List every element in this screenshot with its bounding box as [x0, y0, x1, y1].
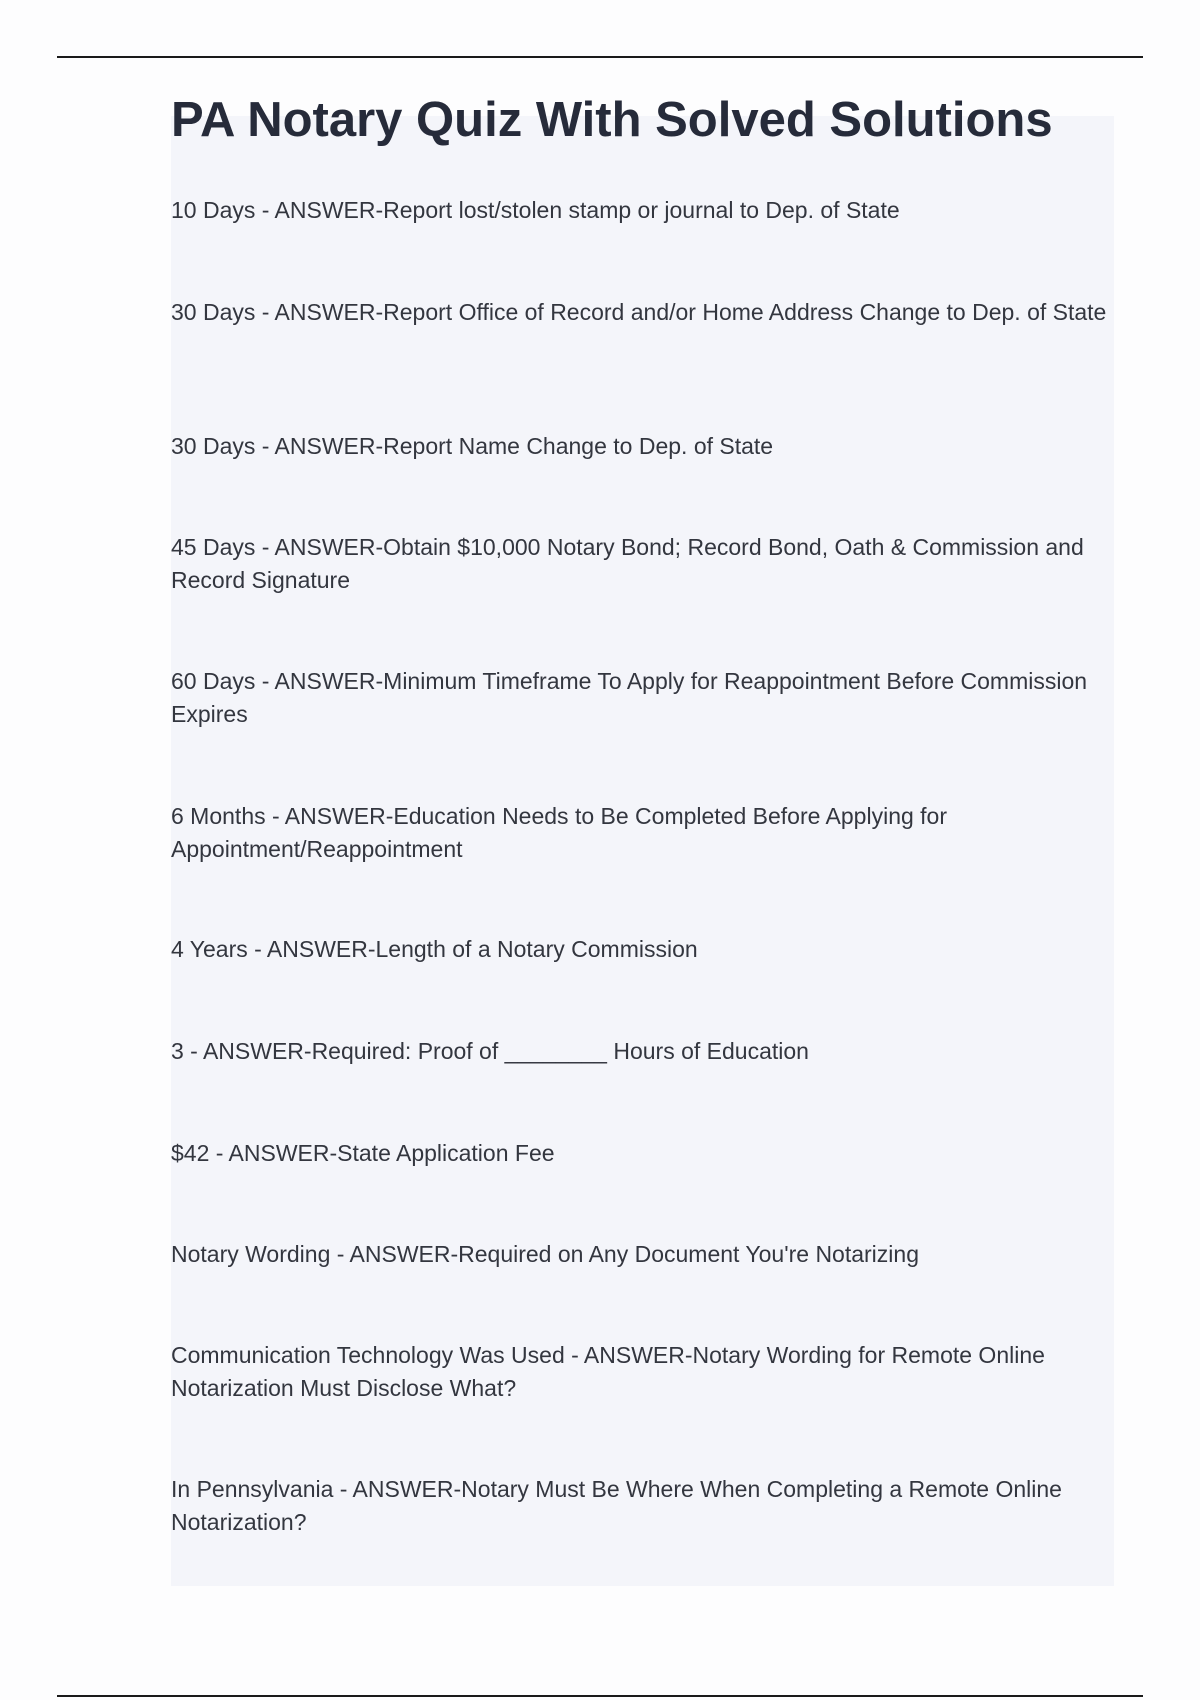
footer-rule [57, 1695, 1143, 1697]
qa-item: Communication Technology Was Used - ANSWER-Notary Wording for Remote Online Notarization Must Disclose What? [171, 1342, 1045, 1401]
qa-item: In Pennsylvania - ANSWER-Notary Must Be Where When Completing a Remote Online Notarization? [171, 1476, 1062, 1535]
qa-item: Notary Wording - ANSWER-Required on Any Document You're Notarizing [171, 1241, 919, 1267]
qa-item: $42 - ANSWER-State Application Fee [171, 1140, 555, 1166]
page-title: PA Notary Quiz With Solved Solutions [171, 93, 1053, 147]
header-rule [57, 56, 1143, 58]
qa-item: 45 Days - ANSWER-Obtain $10,000 Notary Bond; Record Bond, Oath & Commission and Record Signature [171, 534, 1084, 593]
qa-item: 6 Months - ANSWER-Education Needs to Be Completed Before Applying for Appointment/Reappointment [171, 803, 948, 862]
qa-item: 10 Days - ANSWER-Report lost/stolen stamp or journal to Dep. of State [171, 197, 900, 223]
qa-item: 30 Days - ANSWER-Report Name Change to Dep. of State [171, 433, 774, 459]
qa-item: 3 - ANSWER-Required: Proof of ________ Hours of Education [171, 1038, 809, 1064]
qa-item: 30 Days - ANSWER-Report Office of Record and/or Home Address Change to Dep. of State [171, 299, 1107, 325]
qa-item: 4 Years - ANSWER-Length of a Notary Commission [171, 936, 698, 962]
qa-item: 60 Days - ANSWER-Minimum Timeframe To Apply for Reappointment Before Commission Expires [171, 668, 1088, 727]
